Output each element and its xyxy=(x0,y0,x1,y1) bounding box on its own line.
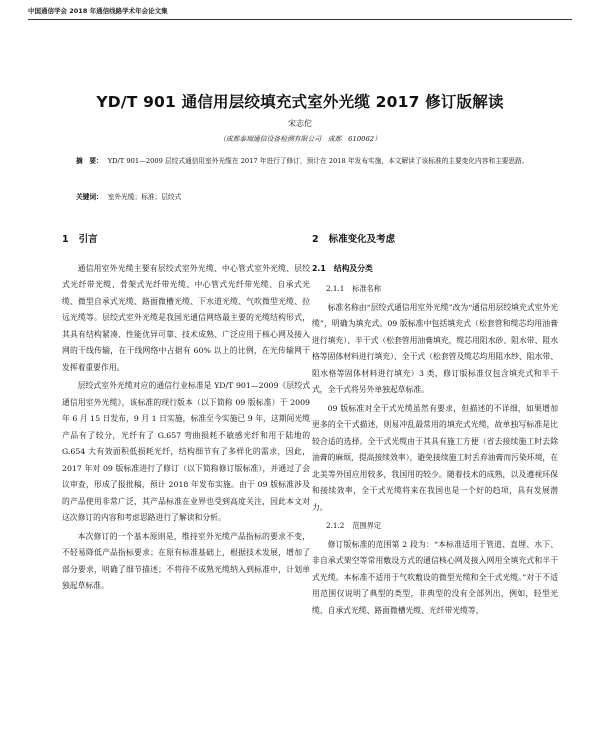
body-paragraph: 标准名称由“层绞式通信用室外光缆”改为“通信用层绞填充式室外光缆”，明确为填充式。09 版标准中包括填充式（松套管和缆芯均用油膏进行填充）、半干式（松套管用油膏填充，缆芯用阻水砂、阻水带、阻水格等固体材料进行填充）、全干式（松套管及缆芯均用阻水纱、阻水带、阻水格等固体材料进行填充）3 类，修订版标准仅包含填充式和半干式，全干式将另外单独起草标准。 xyxy=(312,302,558,394)
subsubsection-title: 范围界定 xyxy=(352,521,382,530)
section-number: 2 xyxy=(312,234,319,245)
subsubsection-heading xyxy=(326,518,558,535)
left-column xyxy=(62,232,310,597)
running-header: 中国通信学会 2018 年通信线路学术年会论文集 xyxy=(28,7,168,15)
subsubsection-heading xyxy=(326,281,558,298)
section-heading-changes xyxy=(312,232,558,249)
body-paragraph: 本次修订的一个基本原则是，维持室外光缆产品指标的要求不变，不轻易降低产品指标要求；在原有标准基础上，根据技术发展，增加了部分要求，明确了细节描述；不将待不成熟光缆纳入到标准中，计划单独起草标准。 xyxy=(62,531,310,590)
section-title: 标准变化及考虑 xyxy=(328,234,396,245)
keywords-label: 关键词： xyxy=(76,193,103,201)
subsection-number: 2.1 xyxy=(312,263,326,273)
section-heading-introduction xyxy=(62,232,310,249)
right-column xyxy=(312,232,558,621)
abstract xyxy=(76,155,544,167)
subsection-heading xyxy=(312,261,558,278)
paper-title: YD/T 901 通信用层绞填充式室外光缆 2017 修订版解读 xyxy=(96,93,504,111)
subsubsection-number: 2.1.1 xyxy=(326,284,345,293)
author-affiliation: （成都泰瑞通信设备检测有限公司 成都 610062） xyxy=(219,135,381,143)
keywords-text: 室外光缆；标准；层绞式 xyxy=(107,193,182,201)
subsection-title: 结构及分类 xyxy=(333,263,373,273)
subsubsection-number: 2.1.2 xyxy=(326,521,345,530)
body-paragraph: 09 版标准对全干式光缆虽然有要求，但描述的不详细，如果增加更多的全干式描述，则易冲乱最常用的填充式光缆，故单独写标准是比较合适的选择。全干式光缆由于其具有施工方便（省去接续施工时去除油膏的麻烦，提高接续效率），避免接续施工时丢弃油膏而污染环境，在北美等外国应用较多，我国用的较少。随着技术的成熟，以及遵视环保和接续效率，全干式光缆将来在我国也是一个好的趋项，具有发展潜力。 xyxy=(312,403,558,512)
header-rule xyxy=(28,19,572,20)
section-title: 引言 xyxy=(78,234,98,245)
keywords xyxy=(76,191,544,201)
subsubsection-title: 标准名称 xyxy=(352,284,382,293)
section-number: 1 xyxy=(62,234,69,245)
body-paragraph: 层绞式室外光缆对应的通信行业标准是 YD/T 901—2009《层绞式通信用室外光缆》，该标准的现行版本（以下简称 09 版标准）于 2009 年 6 月 15 日发布，9 月 1 日实施，标准至今实施已 9 年，这期间光缆产品有了较分，光纤有了 G.657 弯曲损耗不敏感光纤和用于陆地的 G.654 大有效面积低损耗光纤，结构细节有了多样化的需求，因此，2017 年对 09 版标准进行了修订（以下简称修订版标准），并通过了会议审查，形成了报批稿，预计 2018 年发布实施。由于 09 版标准涉及的产品使用非常广泛，其产品标准在业界也受到高度关注，因此本文对这次修订的内容和考虑思路进行了解读和分析。 xyxy=(62,381,310,522)
body-paragraph: 通信用室外光缆主要有层绞式室外光缆、中心管式室外光缆、层绞式光纤带光缆、骨架式光纤带光缆、中心管式光纤带光缆、自承式光缆、微型自承式光缆、路面微槽光缆、下水道光缆、气吹微型光缆、拉远光缆等。层绞式室外光缆是我国光通信网络最主要的光缆结构形式，其具有结构紧凑、性能优异可靠、技术成熟、广泛应用于核心网及接入网的干线传输，在干线网络中占据有 60% 以上的比例，在光传输网干发挥着重要作用。 xyxy=(62,263,310,372)
abstract-text: YD/T 901—2009 层绞式通信用室外光缆在 2017 年进行了修订，预计在 2018 年发布实施，本文解读了该标准的主要变化内容和主要思路。 xyxy=(107,157,529,165)
body-paragraph: 修订版标准的范围第 2 段为：“本标准适用于管道、直埋、水下、非自承式架空等常用敷设方式的通信核心网及接入网用全填充式和半干式光缆。本标准不适用于气吹敷设的微型光缆和全干式光缆。”对于不适用范围仅说明了典型的类型，非典型的没有全部列出，例如，轻型光缆、自承式光缆、路面微槽光缆、光纤带光缆等， xyxy=(312,539,558,615)
abstract-label: 摘 要： xyxy=(76,157,103,165)
author-name: 宋志佗 xyxy=(288,119,312,128)
